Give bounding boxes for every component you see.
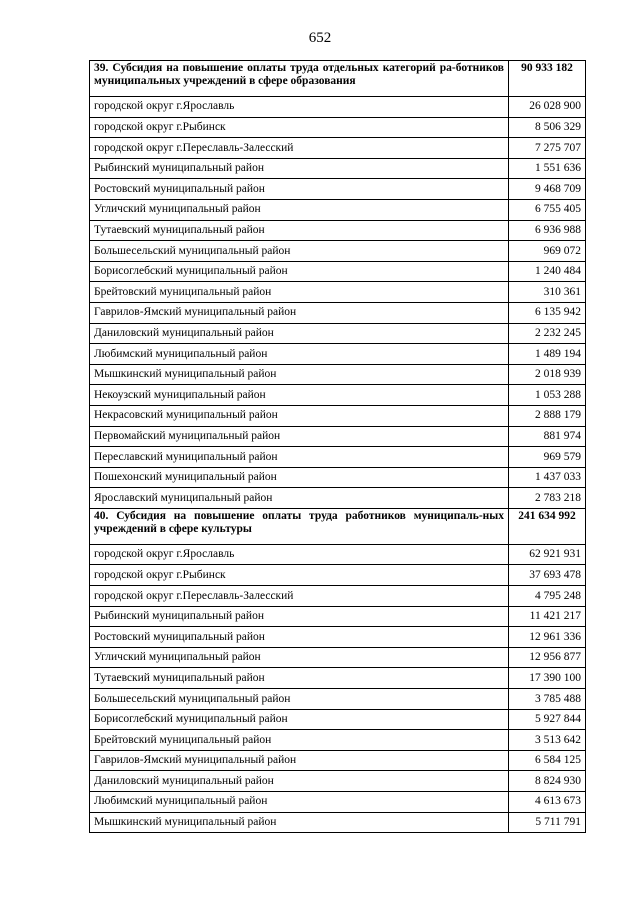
table-row [90, 158, 586, 179]
page-number: 652 [308, 30, 332, 46]
table-row [90, 647, 586, 668]
subsidy-amount: 2 018 939 [509, 364, 586, 385]
subsidy-amount: 12 956 877 [509, 647, 586, 668]
municipality-name: Борисоглебский муниципальный район [90, 261, 509, 282]
table-row [90, 344, 586, 365]
table-row [90, 606, 586, 627]
table-row [90, 467, 586, 488]
municipality-name: городской округ г.Переславль-Залесский [90, 138, 509, 159]
subsidy-amount: 1 240 484 [509, 261, 586, 282]
table-row [90, 668, 586, 689]
table-row [90, 323, 586, 344]
subsidy-amount: 9 468 709 [509, 179, 586, 200]
subsidy-table-body [90, 61, 586, 833]
municipality-name: Борисоглебский муниципальный район [90, 709, 509, 730]
municipality-name: Пошехонский муниципальный район [90, 467, 509, 488]
section-header-row [90, 508, 586, 544]
municipality-name: Переславский муниципальный район [90, 447, 509, 468]
municipality-name: Тутаевский муниципальный район [90, 220, 509, 241]
subsidy-amount: 7 275 707 [509, 138, 586, 159]
subsidy-amount: 4 613 673 [509, 792, 586, 813]
section-title: 39. Субсидия на повышение оплаты труда отдельных категорий ра-ботников муниципальных учреждений в сфере образования [90, 61, 509, 97]
subsidy-amount: 6 135 942 [509, 302, 586, 323]
municipality-name: Брейтовский муниципальный район [90, 282, 509, 303]
table-row [90, 544, 586, 565]
municipality-name: городской округ г.Переславль-Залесский [90, 586, 509, 607]
table-row [90, 261, 586, 282]
table-row [90, 117, 586, 138]
subsidy-amount: 62 921 931 [509, 544, 586, 565]
table-row [90, 364, 586, 385]
subsidy-amount: 17 390 100 [509, 668, 586, 689]
table-row [90, 565, 586, 586]
municipality-name: Первомайский муниципальный район [90, 426, 509, 447]
table-row [90, 730, 586, 751]
subsidy-amount: 11 421 217 [509, 606, 586, 627]
municipality-name: городской округ г.Рыбинск [90, 565, 509, 586]
table-row [90, 709, 586, 730]
municipality-name: городской округ г.Ярославль [90, 97, 509, 118]
table-row [90, 447, 586, 468]
table-row [90, 405, 586, 426]
subsidy-amount: 5 711 791 [509, 812, 586, 833]
table-row [90, 812, 586, 833]
subsidy-amount: 5 927 844 [509, 709, 586, 730]
subsidy-amount: 8 506 329 [509, 117, 586, 138]
municipality-name: Угличский муниципальный район [90, 199, 509, 220]
subsidy-amount: 2 783 218 [509, 488, 586, 509]
subsidy-amount: 969 579 [509, 447, 586, 468]
municipality-name: Брейтовский муниципальный район [90, 730, 509, 751]
municipality-name: городской округ г.Рыбинск [90, 117, 509, 138]
municipality-name: Некрасовский муниципальный район [90, 405, 509, 426]
subsidy-amount: 3 785 488 [509, 689, 586, 710]
subsidy-amount: 1 053 288 [509, 385, 586, 406]
table-row [90, 97, 586, 118]
municipality-name: Ростовский муниципальный район [90, 179, 509, 200]
municipality-name: городской округ г.Ярославль [90, 544, 509, 565]
municipality-name: Ростовский муниципальный район [90, 627, 509, 648]
subsidy-amount: 4 795 248 [509, 586, 586, 607]
municipality-name: Даниловский муниципальный район [90, 771, 509, 792]
section-title: 40. Субсидия на повышение оплаты труда работников муниципаль-ных учреждений в сфере культуры [90, 508, 509, 544]
municipality-name: Гаврилов-Ямский муниципальный район [90, 302, 509, 323]
table-row [90, 220, 586, 241]
table-row [90, 385, 586, 406]
table-row [90, 241, 586, 262]
municipality-name: Рыбинский муниципальный район [90, 606, 509, 627]
subsidy-amount: 26 028 900 [509, 97, 586, 118]
subsidy-amount: 2 888 179 [509, 405, 586, 426]
section-total: 241 634 992 [509, 508, 586, 544]
table-row [90, 627, 586, 648]
subsidy-amount: 3 513 642 [509, 730, 586, 751]
table-row [90, 302, 586, 323]
table-row [90, 138, 586, 159]
table-row [90, 282, 586, 303]
subsidy-amount: 12 961 336 [509, 627, 586, 648]
table-row [90, 426, 586, 447]
subsidy-amount: 6 936 988 [509, 220, 586, 241]
municipality-name: Тутаевский муниципальный район [90, 668, 509, 689]
subsidy-amount: 37 693 478 [509, 565, 586, 586]
subsidy-amount: 6 584 125 [509, 750, 586, 771]
subsidy-amount: 2 232 245 [509, 323, 586, 344]
subsidy-amount: 1 551 636 [509, 158, 586, 179]
table-row [90, 689, 586, 710]
subsidy-amount: 6 755 405 [509, 199, 586, 220]
subsidy-amount: 881 974 [509, 426, 586, 447]
subsidy-amount: 1 437 033 [509, 467, 586, 488]
municipality-name: Некоузский муниципальный район [90, 385, 509, 406]
subsidy-table [89, 60, 586, 833]
municipality-name: Любимский муниципальный район [90, 792, 509, 813]
table-row [90, 179, 586, 200]
municipality-name: Ярославский муниципальный район [90, 488, 509, 509]
table-row [90, 586, 586, 607]
subsidy-amount: 1 489 194 [509, 344, 586, 365]
municipality-name: Гаврилов-Ямский муниципальный район [90, 750, 509, 771]
table-row [90, 750, 586, 771]
subsidy-amount: 969 072 [509, 241, 586, 262]
municipality-name: Мышкинский муниципальный район [90, 812, 509, 833]
municipality-name: Даниловский муниципальный район [90, 323, 509, 344]
table-row [90, 199, 586, 220]
municipality-name: Любимский муниципальный район [90, 344, 509, 365]
subsidy-amount: 310 361 [509, 282, 586, 303]
municipality-name: Большесельский муниципальный район [90, 689, 509, 710]
table-row [90, 792, 586, 813]
municipality-name: Угличский муниципальный район [90, 647, 509, 668]
section-header-row [90, 61, 586, 97]
subsidy-amount: 8 824 930 [509, 771, 586, 792]
section-total: 90 933 182 [509, 61, 586, 97]
table-row [90, 771, 586, 792]
municipality-name: Рыбинский муниципальный район [90, 158, 509, 179]
municipality-name: Мышкинский муниципальный район [90, 364, 509, 385]
table-row [90, 488, 586, 509]
municipality-name: Большесельский муниципальный район [90, 241, 509, 262]
